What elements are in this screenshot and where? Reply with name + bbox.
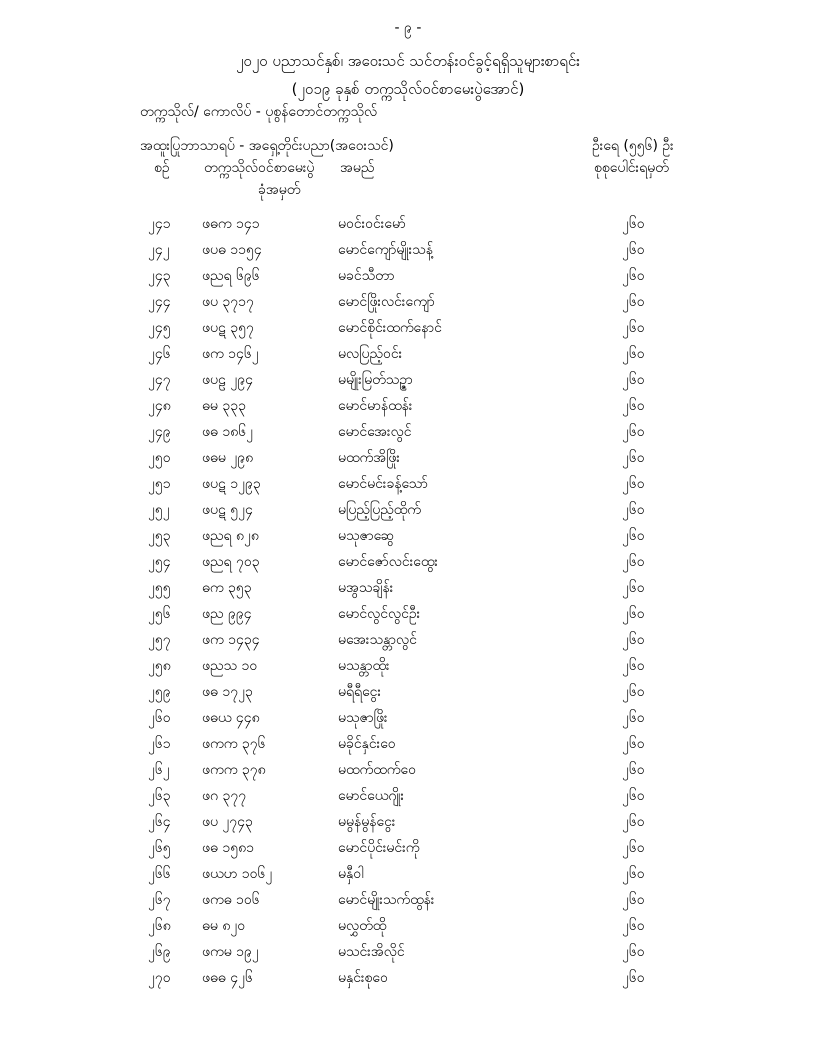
table-row	[0, 342, 816, 368]
table-row	[0, 290, 816, 316]
serial-cell: ၂၆၇	[148, 892, 171, 908]
roll-number-cell: ဖဓ ၁၇၂၃	[202, 684, 253, 700]
roll-number-cell: ဖဓ ၁၅၈၁	[202, 840, 254, 856]
name-cell: မအေးသန္တာလွင်	[338, 632, 417, 648]
serial-cell: ၂၅၈	[148, 658, 171, 674]
roll-number-cell: ဖပဋ ၃၅၇	[202, 320, 254, 336]
marks-cell: ၂၆၀	[622, 814, 645, 830]
serial-cell: ၂၆၀	[148, 710, 171, 726]
table-row	[0, 888, 816, 914]
table-row	[0, 576, 816, 602]
marks-cell: ၂၆၀	[622, 762, 645, 778]
roll-number-cell: ဖဂ ၃၇၇	[202, 788, 247, 804]
marks-cell: ၂၆၀	[622, 658, 645, 674]
header-total-marks: စုစုပေါင်းရမှတ်	[594, 160, 669, 176]
marks-cell: ၂၆၀	[622, 424, 645, 440]
marks-cell: ၂၆၀	[622, 216, 645, 232]
serial-cell: ၂၅၇	[148, 632, 171, 648]
serial-cell: ၂၄၉	[148, 424, 171, 440]
roll-number-cell: ဖကက ၃၇၆	[202, 736, 266, 752]
roll-number-cell: ဖဓဓ ၄၂၆	[202, 970, 253, 986]
name-cell: မောင်ဖြိုးလင်းကျော်	[338, 294, 435, 310]
marks-cell: ၂၆၀	[622, 606, 645, 622]
table-row	[0, 862, 816, 888]
name-cell: မထက်အိဖြိုး	[338, 450, 400, 466]
marks-cell: ၂၆၀	[622, 710, 645, 726]
name-cell: မောင်ဇော်လင်းထွေး	[338, 554, 438, 570]
table-row	[0, 654, 816, 680]
marks-cell: ၂၆၀	[622, 684, 645, 700]
serial-cell: ၂၅၅	[148, 580, 171, 596]
roll-number-cell: ဖညရ ၇၀၃	[202, 554, 260, 570]
marks-cell: ၂၆၀	[622, 528, 645, 544]
serial-cell: ၂၄၇	[148, 372, 171, 388]
roll-number-cell: ဖယဟ ၁၀၆၂	[202, 866, 273, 882]
table-row	[0, 758, 816, 784]
header-roll-number-line2: ခုံအမှတ်	[258, 182, 301, 198]
roll-number-cell: ဖပဠ ၂၉၄	[202, 372, 254, 388]
table-row	[0, 810, 816, 836]
marks-cell: ၂၆၀	[622, 346, 645, 362]
roll-number-cell: ဖပဋ ၅၂၄	[202, 502, 253, 518]
name-cell: မသင်းအိလိုင်	[338, 944, 405, 960]
roll-number-cell: ဓမ ၈၂၀	[202, 918, 246, 934]
table-row	[0, 524, 816, 550]
roll-number-cell: ဖကဓ ၁၀၆	[202, 892, 260, 908]
roll-number-cell: ဖက ၁၄၆၂	[202, 346, 259, 362]
results-table	[0, 212, 816, 992]
name-cell: မရီရီငွေး	[338, 684, 381, 700]
marks-cell: ၂၆၀	[622, 294, 645, 310]
marks-cell: ၂၆၀	[622, 944, 645, 960]
name-cell: မောင်ယေဂျိုး	[338, 788, 405, 804]
table-row	[0, 784, 816, 810]
name-cell: မမွန်မွန်ငွေး	[338, 814, 396, 830]
roll-number-cell: ဖဓ ၁၈၆၂	[202, 424, 253, 440]
name-cell: မလပြည့်ဝင်း	[338, 346, 403, 362]
roll-number-cell: ဖကမ ၁၉၂	[202, 944, 259, 960]
marks-cell: ၂၆၀	[622, 580, 645, 596]
roll-number-cell: ဖပဓ ၁၁၅၄	[202, 242, 262, 258]
marks-cell: ၂၆၀	[622, 372, 645, 388]
serial-cell: ၂၆၆	[148, 866, 171, 882]
table-row	[0, 602, 816, 628]
name-cell: မသုဇာဖြိုး	[338, 710, 388, 726]
marks-cell: ၂၆၀	[622, 736, 645, 752]
serial-cell: ၂၅၀	[148, 450, 171, 466]
name-cell: မသန္တာထိုး	[338, 658, 390, 674]
table-row	[0, 914, 816, 940]
table-row	[0, 940, 816, 966]
roll-number-cell: ဖည ၉၉၄	[202, 606, 252, 622]
total-count: ဦးရေ (၅၅၆) ဦး	[592, 138, 674, 154]
table-row	[0, 706, 816, 732]
serial-cell: ၂၆၂	[148, 762, 170, 778]
roll-number-cell: ဖညသ ၁၀	[202, 658, 258, 674]
roll-number-cell: ဖညရ ၆၉၆	[202, 268, 260, 284]
table-row	[0, 368, 816, 394]
serial-cell: ၂၆၈	[148, 918, 171, 934]
roll-number-cell: ဓက ၃၅၃	[202, 580, 252, 596]
university-line: တက္ကသိုလ်/ ကောလိပ် - ပုစွန်တောင်တက္ကသိုလ်	[140, 104, 378, 120]
marks-cell: ၂၆၀	[622, 268, 645, 284]
table-row	[0, 680, 816, 706]
roll-number-cell: ဖက ၁၄၃၄	[202, 632, 260, 648]
name-cell: မခိုင်နှင်းဝေ	[338, 736, 396, 752]
roll-number-cell: ဖပ ၂၇၄၃	[202, 814, 253, 830]
name-cell: မောင်အေးလွင်	[338, 424, 412, 440]
name-cell: မနှင်းစုဝေ	[338, 970, 388, 986]
roll-number-cell: ဖဓယ ၄၄၈	[202, 710, 260, 726]
table-row	[0, 498, 816, 524]
serial-cell: ၂၇၀	[148, 970, 171, 986]
roll-number-cell: ဖဓမ ၂၉၈	[202, 450, 254, 466]
marks-cell: ၂၆၀	[622, 866, 645, 882]
name-cell: မောင်လွင်လွင်ဦး	[338, 606, 421, 622]
table-row	[0, 966, 816, 992]
marks-cell: ၂၆၀	[622, 476, 645, 492]
serial-cell: ၂၄၁	[148, 216, 171, 232]
serial-cell: ၂၅၂	[148, 502, 170, 518]
table-row	[0, 836, 816, 862]
roll-number-cell: ဖဓက ၁၄၁	[202, 216, 260, 232]
marks-cell: ၂၆၀	[622, 918, 645, 934]
table-row	[0, 212, 816, 238]
serial-cell: ၂၄၄	[148, 294, 171, 310]
page-number: - ၉ -	[394, 20, 422, 36]
name-cell: မောင်ပိုင်းမင်းကို	[338, 840, 420, 856]
name-cell: မောင်မာန်ထန်း	[338, 398, 413, 414]
table-row	[0, 446, 816, 472]
serial-cell: ၂၆၄	[148, 814, 171, 830]
name-cell: မခင်သီတာ	[338, 268, 395, 284]
marks-cell: ၂၆၀	[622, 320, 645, 336]
roll-number-cell: ဖညရ ၈၂၈	[202, 528, 259, 544]
serial-cell: ၂၆၉	[148, 944, 171, 960]
serial-cell: ၂၅၆	[148, 606, 171, 622]
serial-cell: ၂၅၁	[148, 476, 171, 492]
table-row	[0, 264, 816, 290]
name-cell: မအွသချိန်း	[338, 580, 394, 596]
table-row	[0, 420, 816, 446]
serial-cell: ၂၆၅	[148, 840, 171, 856]
table-row	[0, 628, 816, 654]
serial-cell: ၂၄၅	[148, 320, 171, 336]
roll-number-cell: ဖပဋ ၁၂၉၃	[202, 476, 261, 492]
name-cell: မဝင်းဝင်းမော်	[338, 216, 406, 232]
serial-cell: ၂၄၃	[148, 268, 171, 284]
marks-cell: ၂၆၀	[622, 502, 645, 518]
document-subtitle: (၂၀၁၉ ခုနှစ် တက္ကသိုလ်ဝင်စာမေးပွဲအောင်)	[291, 80, 525, 98]
document-title: ၂၀၂၀ ပညာသင်နှစ်၊ အဝေးသင် သင်တန်းဝင်ခွင့်ရရှိသူများစာရင်း	[236, 52, 580, 70]
marks-cell: ၂၆၀	[622, 788, 645, 804]
serial-cell: ၂၄၆	[148, 346, 171, 362]
header-serial: စဉ်	[154, 160, 170, 176]
serial-cell: ၂၄၈	[148, 398, 171, 414]
serial-cell: ၂၅၃	[148, 528, 171, 544]
department-line: အထူးပြုဘာသာရပ် - အရှေ့တိုင်းပညာ(အဝေးသင်)	[140, 138, 394, 154]
table-row	[0, 550, 816, 576]
serial-cell: ၂၆၃	[148, 788, 171, 804]
header-roll-number: တက္ကသိုလ်ဝင်စာမေးပွဲ	[204, 160, 315, 176]
marks-cell: ၂၆၀	[622, 554, 645, 570]
table-row	[0, 394, 816, 420]
name-cell: မောင်ကျော်မျိုးသန့်	[338, 242, 433, 258]
name-cell: မပြည့်ပြည့်ထိုက်	[338, 502, 421, 518]
marks-cell: ၂၆၀	[622, 242, 645, 258]
name-cell: မမျိုးမြတ်သဉ္ဇာ	[338, 372, 413, 388]
roll-number-cell: ဖပ ၃၇၁၇	[202, 294, 254, 310]
serial-cell: ၂၆၁	[148, 736, 171, 752]
table-row	[0, 316, 816, 342]
marks-cell: ၂၆၀	[622, 840, 645, 856]
marks-cell: ၂၆၀	[622, 398, 645, 414]
name-cell: မသုဇာဆွေ	[338, 528, 395, 544]
marks-cell: ၂၆၀	[622, 970, 645, 986]
serial-cell: ၂၄၂	[148, 242, 170, 258]
name-cell: မောင်မင်းခန့်သော်	[338, 476, 428, 492]
table-row	[0, 238, 816, 264]
name-cell: မောင်စိုင်းထက်နောင်	[338, 320, 442, 336]
marks-cell: ၂၆၀	[622, 450, 645, 466]
serial-cell: ၂၅၉	[148, 684, 171, 700]
name-cell: မနှီဝါ	[338, 866, 364, 882]
table-row	[0, 472, 816, 498]
roll-number-cell: ဖကက ၃၇၈	[202, 762, 266, 778]
table-row	[0, 732, 816, 758]
serial-cell: ၂၅၄	[148, 554, 171, 570]
marks-cell: ၂၆၀	[622, 892, 645, 908]
roll-number-cell: ဓမ ၃၃၃	[202, 398, 246, 414]
header-name: အမည်	[340, 160, 375, 176]
marks-cell: ၂၆၀	[622, 632, 645, 648]
name-cell: မလွှတ်ထို	[338, 918, 387, 934]
name-cell: မထက်ထက်ဝေ	[338, 762, 416, 778]
name-cell: မောင်မျိုးသက်ထွန်း	[338, 892, 435, 908]
